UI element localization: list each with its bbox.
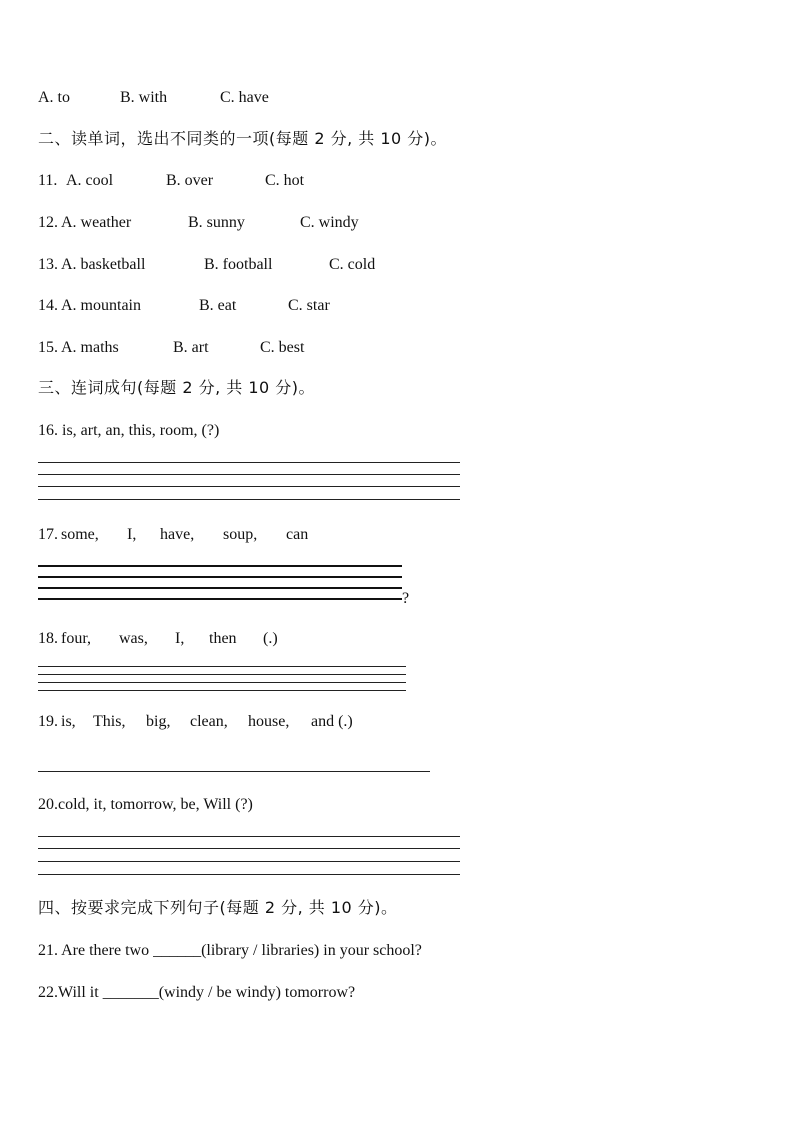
answer-line: [38, 666, 406, 667]
answer-line: [38, 690, 406, 691]
answer-line: [38, 576, 402, 578]
option-c: C. best: [260, 339, 305, 356]
option-c: C. hot: [265, 172, 305, 189]
word: clean,: [190, 713, 228, 730]
question-number: 11.: [38, 172, 58, 189]
word: I,: [175, 630, 185, 647]
answer-line: [38, 486, 460, 487]
answer-line: [38, 682, 406, 683]
word: some,: [61, 526, 99, 543]
answer-line: [38, 848, 460, 849]
answer-line: [38, 874, 460, 875]
option-b: B. football: [204, 256, 273, 273]
question-22: 22.Will it _______(windy / be windy) tomorrow?: [38, 984, 356, 1001]
option-b: B. over: [166, 172, 214, 189]
word: I,: [127, 526, 137, 543]
answer-line-19: [38, 771, 430, 772]
question-number: 14.: [38, 297, 58, 314]
option-c: C. cold: [329, 256, 376, 273]
word: big,: [146, 713, 171, 730]
section2-heading: 二、读单词，选出不同类的一项(每题 2 分, 共 10 分)。: [38, 129, 448, 148]
option-b: B. with: [120, 89, 168, 106]
question-number: 15.: [38, 339, 58, 356]
question-number: 19.: [38, 713, 58, 730]
end-punctuation: ?: [402, 590, 410, 607]
option-a: A. to: [38, 89, 70, 106]
word: four,: [61, 630, 92, 647]
question-16: 16. is, art, an, this, room, (?): [38, 422, 220, 439]
option-c: C. windy: [300, 214, 359, 231]
answer-line: [38, 674, 406, 675]
section4-heading: 四、按要求完成下列句子(每题 2 分, 共 10 分)。: [38, 898, 398, 917]
word: have,: [160, 526, 195, 543]
answer-line: [38, 587, 402, 589]
word: was,: [119, 630, 148, 647]
word: (.): [263, 630, 278, 647]
answer-line: [38, 836, 460, 837]
answer-line: [38, 565, 402, 567]
option-c: C. have: [220, 89, 269, 106]
word: and (.): [311, 713, 353, 730]
word: then: [209, 630, 237, 647]
answer-line: [38, 861, 460, 862]
answer-line: [38, 462, 460, 463]
section3-heading: 三、连词成句(每题 2 分, 共 10 分)。: [38, 378, 316, 397]
option-a: A. maths: [61, 339, 119, 356]
answer-line: [38, 474, 460, 475]
word: soup,: [223, 526, 258, 543]
word: can: [286, 526, 309, 543]
question-21: 21. Are there two ______(library / libraries) in your school?: [38, 942, 422, 959]
question-number: 13.: [38, 256, 58, 273]
option-b: B. sunny: [188, 214, 245, 231]
word: This,: [93, 713, 126, 730]
option-a: A. mountain: [61, 297, 141, 314]
question-20: 20.cold, it, tomorrow, be, Will (?): [38, 796, 253, 813]
question-number: 18.: [38, 630, 58, 647]
question-number: 12.: [38, 214, 58, 231]
word: house,: [248, 713, 290, 730]
question-number: 17.: [38, 526, 58, 543]
answer-line: [38, 598, 402, 600]
option-b: B. art: [173, 339, 209, 356]
option-a: A. weather: [61, 214, 132, 231]
option-c: C. star: [288, 297, 330, 314]
option-a: A. cool: [66, 172, 114, 189]
option-a: A. basketball: [61, 256, 146, 273]
word: is,: [61, 713, 76, 730]
answer-line: [38, 499, 460, 500]
option-b: B. eat: [199, 297, 237, 314]
